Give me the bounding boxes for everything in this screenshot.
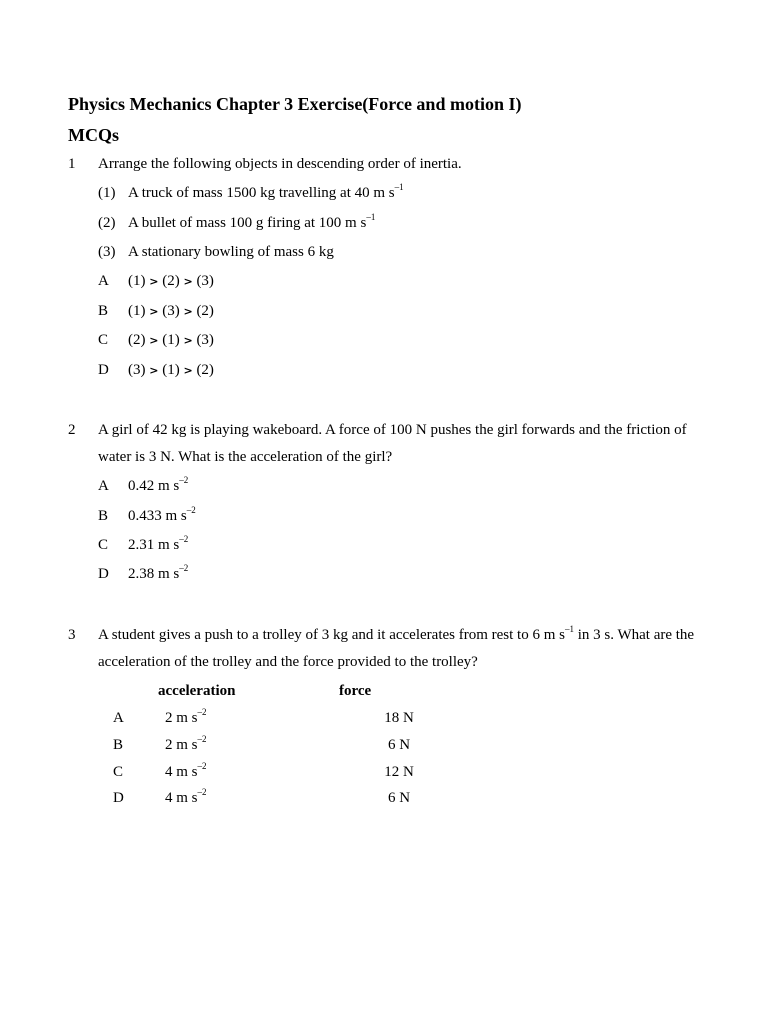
question-text-line-1: A student gives a push to a trolley of 3 kg and it accelerates from rest to 6 m $s^{-1}$ in 3 s. What are the [98,624,695,643]
option-letter: C [98,537,109,553]
force-cell: 12 N [384,764,414,780]
option-letter: D [113,790,124,806]
section-heading: MCQs [68,125,119,145]
acceleration-cell: 4 m $s^{-2}$ [165,761,207,780]
option-text: 0.433 m $s^{-2}$ [128,505,196,524]
column-header-acceleration: acceleration [158,683,236,699]
question-number: 1 [68,156,76,172]
option-letter: A [98,273,109,289]
item-label: (2) [98,215,116,231]
item-label: (1) [98,185,116,201]
question-text: Arrange the following objects in descending order of inertia. [98,156,462,172]
option-letter: A [113,710,124,726]
force-cell: 18 N [384,710,414,726]
question-number: 2 [68,422,76,438]
option-letter: C [98,332,109,348]
item-text: A truck of mass 1500 kg travelling at 40 m $s^{-1}$ [128,182,404,201]
item-text: A bullet of mass 100 g firing at 100 m $s^{-1}$ [128,212,376,231]
option-text: 0.42 m $s^{-2}$ [128,475,189,494]
option-text: 2.31 m $s^{-2}$ [128,534,189,553]
option-letter: B [98,303,109,319]
item-label: (3) [98,244,116,260]
option-text: (2) > (1) > (3) [128,332,214,348]
option-text: (1) > (3) > (2) [128,303,214,319]
force-cell: 6 N [387,790,411,806]
question-text-line-1: A girl of 42 kg is playing wakeboard. A force of 100 N pushes the girl forwards and the friction of [98,422,687,438]
option-letter: B [98,508,109,524]
option-letter: D [98,362,109,378]
question-text-line-2: acceleration of the trolley and the force provided to the trolley? [98,654,478,670]
question-text-line-2: water is 3 N. What is the acceleration of the girl? [98,449,393,465]
force-cell: 6 N [387,737,411,753]
question-number: 3 [68,627,76,643]
option-text: (1) > (2) > (3) [128,273,214,289]
acceleration-cell: 2 m $s^{-2}$ [165,707,207,726]
option-letter: D [98,566,109,582]
acceleration-cell: 4 m $s^{-2}$ [165,787,207,806]
option-letter: A [98,478,109,494]
acceleration-cell: 2 m $s^{-2}$ [165,734,207,753]
option-text: 2.38 m $s^{-2}$ [128,563,189,582]
item-text: A stationary bowling of mass 6 kg [128,244,334,260]
option-letter: C [113,764,124,780]
page-title: Physics Mechanics Chapter 3 Exercise(Force and motion I) [68,94,522,114]
option-letter: B [113,737,124,753]
column-header-force: force [339,683,372,699]
option-text: (3) > (1) > (2) [128,362,214,378]
